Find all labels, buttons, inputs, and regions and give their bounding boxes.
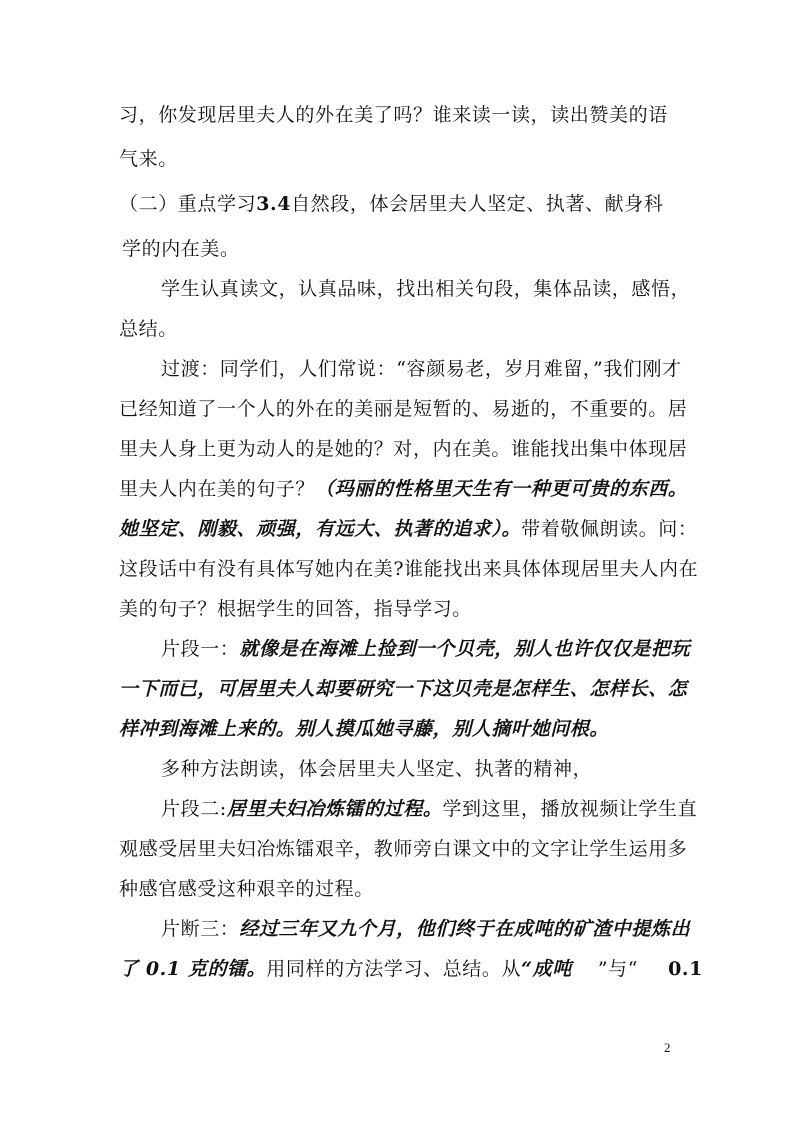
text-line xyxy=(119,597,472,621)
quote-line xyxy=(119,677,687,701)
text-span: 自然段，体会居里夫人坚定、执著、献身科 xyxy=(291,193,664,215)
text-line xyxy=(119,317,178,341)
quote-span: 她坚定、刚毅、顽强，有远大、执著的追求）。 xyxy=(119,518,522,540)
text-span: 3.4 xyxy=(256,193,292,215)
text-span: 0.1 xyxy=(668,958,703,980)
text-span: 片断三： xyxy=(161,918,240,940)
text-line xyxy=(119,477,687,501)
quote-span: 一下而已，可居里夫人却要研究一下这贝壳是怎样生、怎样长、怎 xyxy=(119,678,688,700)
text-span: 带着敬佩朗读。问： xyxy=(521,518,698,540)
text-span: （二）重点学习 xyxy=(119,193,257,215)
text-line xyxy=(119,957,703,981)
text-span: 用同样的方法学习、总结。从 xyxy=(266,958,522,980)
text-line xyxy=(161,277,690,301)
text-span: 美的句子？根据学生的回答，指导学习。 xyxy=(119,598,472,620)
text-span: 习，你发现居里夫人的外在美了吗？谁来读一读，读出赞美的语 xyxy=(119,104,668,126)
text-span: 总结。 xyxy=(119,318,178,340)
text-line xyxy=(122,237,240,261)
quote-span: “成吨 xyxy=(521,958,572,980)
text-span: 学生认真读文，认真品味，找出相关句段，集体品读，感悟， xyxy=(161,278,691,300)
text-line xyxy=(119,517,698,541)
quote-span: 了 0.1 克的镭。 xyxy=(119,958,267,980)
text-span: 已经知道了一个人的外在的美丽是短暂的、易逝的，不重要的。居 xyxy=(119,398,688,420)
text-line xyxy=(119,147,178,171)
text-span: 这段话中有没有具体写她内在美?谁能找出来具体体现居里夫人内在 xyxy=(119,558,699,580)
text-span: 学的内在美。 xyxy=(122,238,240,260)
text-line xyxy=(119,837,687,861)
text-line xyxy=(161,917,690,941)
text-span: 片段二: xyxy=(161,798,227,820)
text-span: ”与“ xyxy=(597,958,639,980)
text-line xyxy=(119,103,668,127)
text-line xyxy=(161,637,690,661)
text-span: 过渡：同学们，人们常说：“容颜易老，岁月难留，”我们刚才 xyxy=(161,358,682,380)
text-span: 种感官感受这种艰辛的过程。 xyxy=(119,878,374,900)
text-line xyxy=(161,797,697,821)
text-line xyxy=(119,557,698,581)
text-span: 里夫人身上更为动人的是她的？对，内在美。谁能找出集中体现居 xyxy=(119,438,688,460)
page-number: 2 xyxy=(664,1040,671,1055)
quote-span: 经过三年又九个月，他们终于在成吨的矿渣中提炼出 xyxy=(239,918,691,940)
text-span: 观感受居里夫妇冶炼镭艰辛，教师旁白课文中的文字让学生运用多 xyxy=(119,838,688,860)
text-line xyxy=(119,437,687,461)
section-heading xyxy=(119,192,663,216)
text-span: 里夫人内在美的句子？ xyxy=(119,478,316,500)
quote-span: 样冲到海滩上来的。别人摸瓜她寻藤，别人摘叶她问根。 xyxy=(119,718,610,740)
quote-span: 就像是在海滩上捡到一个贝壳，别人也许仅仅是把玩 xyxy=(239,638,691,660)
text-span: 片段一： xyxy=(161,638,240,660)
quote-line xyxy=(119,717,609,741)
quote-span: （玛丽的性格里天生有一种更可贵的东西。 xyxy=(315,478,688,500)
text-line xyxy=(161,757,592,781)
text-line xyxy=(161,357,682,381)
text-span: 气来。 xyxy=(119,148,178,170)
text-span: 多种方法朗读，体会居里夫人坚定、执著的精神， xyxy=(161,758,593,780)
quote-span: 居里夫妇冶炼镭的过程。 xyxy=(226,798,443,820)
text-span: 学到这里，播放视频让学生直 xyxy=(442,798,698,820)
text-line xyxy=(119,397,687,421)
text-line xyxy=(119,877,374,901)
